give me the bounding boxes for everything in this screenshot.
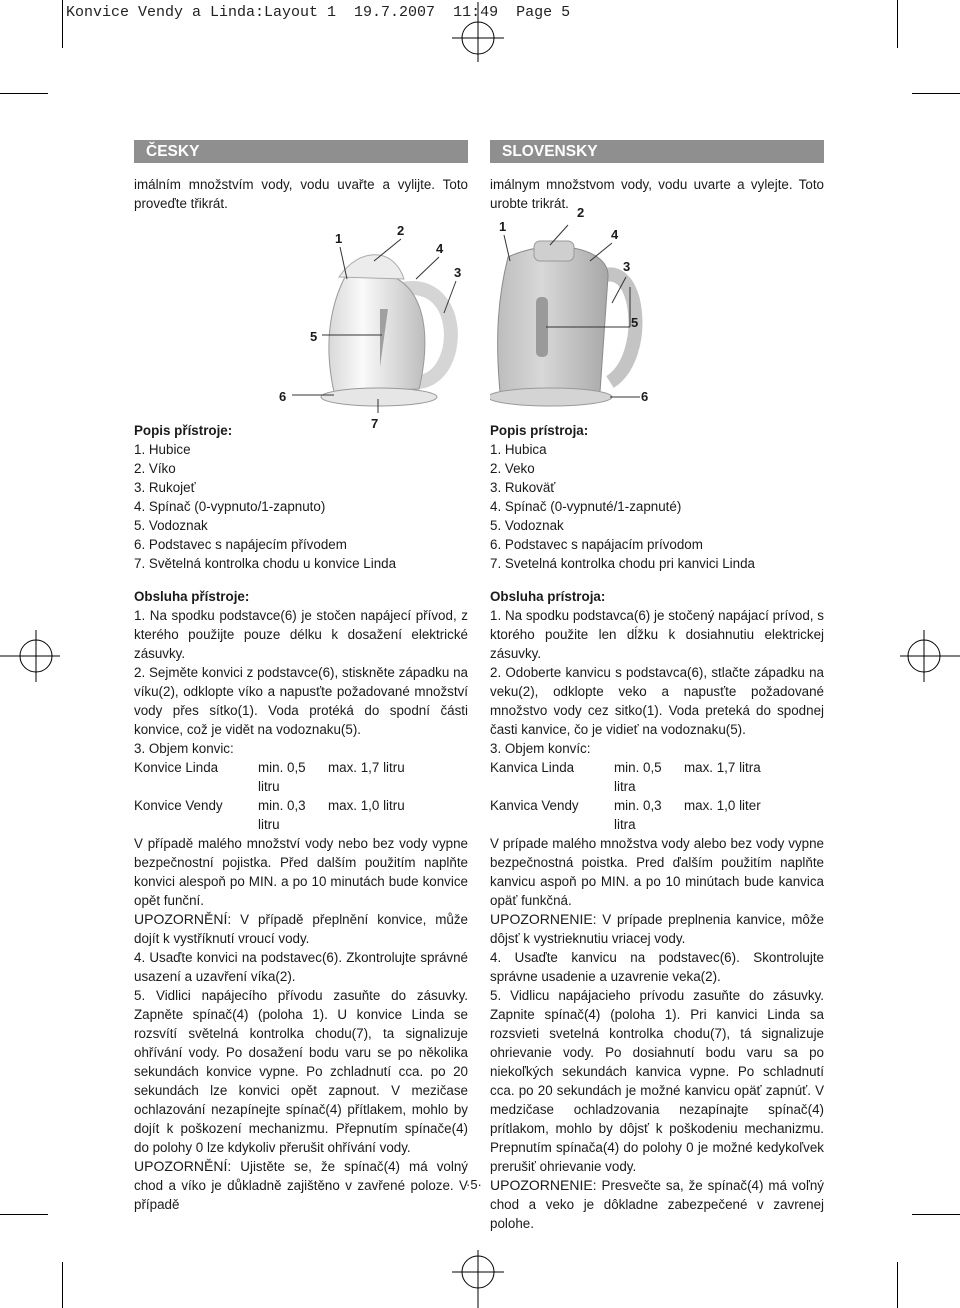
warning-text: V prípade preplnenia kanvice, môže dôjsť k vystrieknutiu vriacej vody.: [490, 912, 824, 946]
safety-text: V prípade malého množstva vody alebo bez vody vypne bezpečnostná poistka. Pred ďalším použitím naplňte kanvicu aspoň po MIN. a po 10 minútach bude kanvica opäť funkčná.: [490, 836, 824, 908]
parts-list-item: 4. Spínač (0-vypnuté/1-zapnuté): [490, 499, 682, 514]
section-header-slovak: SLOVENSKY: [490, 140, 824, 163]
callout-4: 4: [436, 241, 444, 256]
usage-step-1: 1. Na spodku podstavca(6) je stočený napájací prívod, s ktorého použite len dĺžku k dosiahnutiu elektrickej zásuvky.: [490, 608, 824, 661]
usage-step-5: 5. Vidlici napájecího přívodu zasuňte do zásuvky. Zapněte spínač(4) (poloha 1). U konvice Linda se rozsvítí světelná kontrolka chodu(7), ta signalizuje ohřívání vody. Po dosažení bodu varu se po několika sekundách konvice vypne. Po zchladnutí cca. po 20 sekundách lze konvici opět zapnout. V mezičase ochlazování nezapínejte spínač(4) přítlakem, mohlo by dojít k poškození mechanizmu. Přepnutím spínače(4) do polohy 0 lze kdykoliv přerušit ohřívání vody.: [134, 988, 468, 1155]
kettle-illustration: [134, 217, 468, 413]
parts-list-item: 5. Vodoznak: [490, 518, 564, 533]
usage-step-2: 2. Sejměte konvici z podstavce(6), stiskněte západku na víku(2), odklopte víko a napusťte požadované množství vody přes sítko(1). Voda protéká do spodní části konvice, což je vidět na vodoznaku(5).: [134, 665, 468, 737]
usage-step-3: 3. Objem konvíc:: [490, 741, 591, 756]
parts-list-item: 2. Víko: [134, 461, 176, 476]
usage-step-4: 4. Usaďte kanvicu na podstavec(6). Skontrolujte správne usadenie a uzavrenie veka(2).: [490, 950, 824, 984]
parts-list-item: 6. Podstavec s napájecím přívodem: [134, 537, 347, 552]
volume-row-linda: [134, 758, 468, 796]
volume-min: min. 0,5 litra: [614, 760, 662, 794]
parts-list: [490, 440, 824, 573]
page-number: ·5·: [466, 1177, 482, 1192]
callout-2: 2: [397, 223, 405, 238]
volume-max: max. 1,0 litru: [328, 798, 405, 813]
callout-4: 4: [611, 227, 619, 242]
warning-2: [134, 1157, 468, 1214]
callout-3: 3: [454, 265, 462, 280]
registration-mark-right: [900, 630, 960, 682]
intro-text: imálním množstvím vody, vodu uvařte a vylijte. Toto proveďte třikrát.: [134, 177, 468, 211]
parts-list: [134, 440, 468, 573]
volume-min: min. 0,3 litru: [258, 798, 306, 832]
volume-row-vendy: [134, 796, 468, 834]
slovak-column: [490, 140, 824, 1233]
parts-title: Popis přístroje:: [134, 423, 233, 438]
warning-1: [490, 910, 824, 948]
warning-label: UPOZORNENIE:: [490, 911, 597, 927]
crop-mark: [0, 93, 48, 94]
parts-list-item: 6. Podstavec s napájacím prívodom: [490, 537, 703, 552]
usage-step-1: 1. Na spodku podstavce(6) je stočen napájecí přívod, z kterého použijte pouze délku k dosažení elektrické zásuvky.: [134, 608, 468, 661]
kettle-illustration: [490, 217, 824, 413]
warning-text: Presvečte sa, že spínač(4) má voľný chod a veko je dôkladne zabezpečené v zavrenej polohe.: [490, 1178, 824, 1231]
volume-max: max. 1,7 litru: [328, 760, 405, 775]
callout-7: 7: [371, 416, 379, 431]
usage-title: Obsluha přístroje:: [134, 589, 250, 604]
crop-mark: [62, 0, 63, 48]
warning-2: [490, 1176, 824, 1233]
parts-list-item: 7. Světelná kontrolka chodu u konvice Linda: [134, 556, 397, 571]
parts-list-item: 3. Rukojeť: [134, 480, 196, 495]
usage-step-2: 2. Odoberte kanvicu s podstavca(6), stlačte západku na veku(2), odklopte veko a napusťte požadované množstvo vody cez sitko(1). Voda preteká do spodnej časti kanvice, čo je vidieť na vodoznaku(5).: [490, 665, 824, 737]
parts-list-item: 1. Hubice: [134, 442, 191, 457]
crop-mark: [897, 1262, 898, 1308]
parts-list-item: 5. Vodoznak: [134, 518, 208, 533]
crop-mark: [897, 0, 898, 48]
crop-mark: [62, 1262, 63, 1308]
callout-6: 6: [641, 389, 649, 404]
callout-1: 1: [335, 231, 343, 246]
registration-mark-left: [0, 630, 60, 682]
volume-model: Konvice Vendy: [134, 798, 223, 813]
crop-mark: [0, 1214, 48, 1215]
volume-min: min. 0,5 litru: [258, 760, 306, 794]
warning-1: [134, 910, 468, 948]
volume-max: max. 1,0 liter: [684, 798, 761, 813]
usage-step-5: 5. Vidlicu napájacieho prívodu zasuňte do zásuvky. Zapnite spínač(4) (poloha 1). Pri kanvici Linda sa rozsvieti svetelná kontrolka chodu(7), tá signalizuje ohrievanie vody. Po dosiahnutí bodu varu sa po niekoľkých sekundách kanvica vypne. Po schladnutí cca. po 20 sekundách je možné kanvicu opäť zapnúť. V medzičase ochladzovania nezapínajte spínač(4) prítlakom, mohlo by dôjsť k poškodeniu mechanizmu. Prepnutím spínača(4) do polohy 0 je možné kedykoľvek prerušiť ohrievanie vody.: [490, 988, 824, 1174]
callout-5: 5: [631, 315, 639, 330]
czech-column: [134, 140, 468, 1214]
kettle-figure-vendy: [490, 205, 824, 413]
warning-label: UPOZORNENIE:: [490, 1177, 597, 1193]
warning-text: Ujistěte se, že spínač(4) má volný chod a víko je důkladně zajištěno v zavřené poloze. V případě: [134, 1159, 468, 1212]
parts-title: Popis prístroja:: [490, 423, 589, 438]
print-slug: Konvice Vendy a Linda:Layout 1 19.7.2007 11:49 Page 5: [66, 4, 571, 21]
parts-list-item: 1. Hubica: [490, 442, 547, 457]
usage-title: Obsluha prístroja:: [490, 589, 606, 604]
callout-3: 3: [623, 259, 631, 274]
parts-list-item: 3. Rukoväť: [490, 480, 556, 495]
parts-list-item: 4. Spínač (0-vypnuto/1-zapnuto): [134, 499, 326, 514]
callout-6: 6: [279, 389, 287, 404]
safety-text: V případě malého množství vody nebo bez vody vypne bezpečnostní pojistka. Před dalším použitím naplňte konvici alespoň po MIN. a po 10 minutách bude konvice opět funční.: [134, 836, 468, 908]
usage-step-4: 4. Usaďte konvici na podstavec(6). Zkontrolujte správné usazení a uzavření víka(2).: [134, 950, 468, 984]
volume-model: Kanvica Linda: [490, 760, 575, 775]
callout-2: 2: [577, 205, 585, 220]
intro-text: imálnym množstvom vody, vodu uvarte a vylejte. Toto urobte trikrát.: [490, 177, 824, 211]
volume-min: min. 0,3 litra: [614, 798, 662, 832]
volume-max: max. 1,7 litra: [684, 760, 761, 775]
volume-model: Kanvica Vendy: [490, 798, 579, 813]
section-header-czech: ČESKY: [134, 140, 468, 163]
callout-5: 5: [310, 329, 318, 344]
registration-mark-top: [452, 2, 504, 62]
crop-mark: [912, 1214, 960, 1215]
warning-label: UPOZORNĚNÍ:: [134, 911, 232, 927]
registration-mark-bottom: [452, 1250, 504, 1308]
volume-row-linda: [490, 758, 824, 796]
parts-list-item: 7. Svetelná kontrolka chodu pri kanvici Linda: [490, 556, 755, 571]
warning-label: UPOZORNĚNÍ:: [134, 1158, 232, 1174]
volume-row-vendy: [490, 796, 824, 834]
usage-step-3: 3. Objem konvic:: [134, 741, 234, 756]
callout-1: 1: [499, 219, 507, 234]
crop-mark: [912, 93, 960, 94]
volume-model: Konvice Linda: [134, 760, 219, 775]
warning-text: V případě přeplnění konvice, může dojít k vystříknutí vroucí vody.: [134, 912, 468, 946]
parts-list-item: 2. Veko: [490, 461, 535, 476]
